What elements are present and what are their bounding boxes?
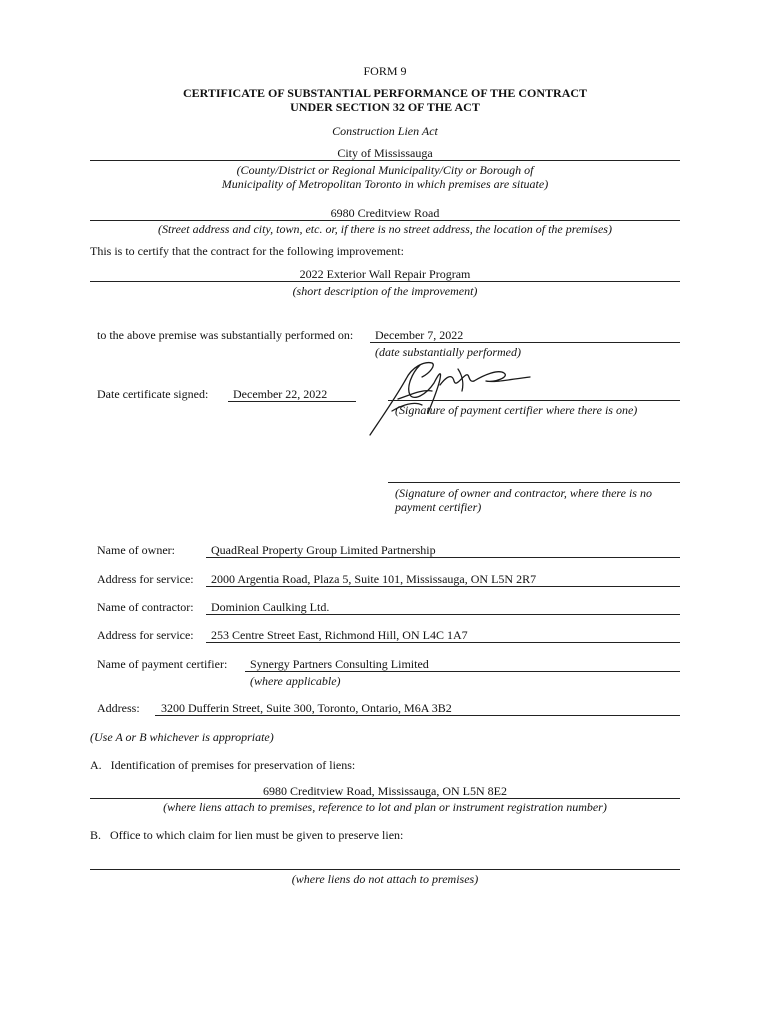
contractor-address-label: Address for service: — [97, 628, 194, 642]
certifier-signature-line — [388, 400, 680, 401]
municipality-caption-1: (County/District or Regional Municipality/City or Borough of — [236, 163, 534, 177]
lien-option-a-caption: (where liens attach to premises, reference to lot and plan or instrument registration number) — [163, 800, 607, 814]
payment-certifier-value: Synergy Partners Consulting Limited — [250, 657, 429, 671]
owner-address-label: Address for service: — [97, 572, 194, 586]
improvement-line — [90, 281, 680, 282]
lien-option-a-label: A. Identification of premises for preservation of liens: — [90, 758, 356, 772]
owner-signature-caption-1: (Signature of owner and contractor, where there is no — [395, 486, 652, 500]
owner-label: Name of owner: — [97, 543, 175, 557]
payment-certifier-label: Name of payment certifier: — [97, 657, 228, 671]
certifier-signature — [362, 355, 537, 440]
lien-option-b-caption: (where liens do not attach to premises) — [291, 872, 479, 886]
contractor-address-line — [206, 642, 680, 643]
contractor-address-value: 253 Centre Street East, Richmond Hill, ON L4C 1A7 — [211, 628, 468, 642]
performance-caption: (date substantially performed) — [375, 345, 521, 359]
street-address-value: 6980 Creditview Road — [330, 206, 440, 220]
contractor-line — [206, 614, 680, 615]
lien-option-b-label: B. Office to which claim for lien must be given to preserve lien: — [90, 828, 404, 842]
street-address-line — [90, 220, 680, 221]
certifier-address-label: Address: — [97, 701, 140, 715]
signed-date-value: December 22, 2022 — [233, 387, 328, 401]
performance-label: to the above premise was substantially performed on: — [97, 328, 354, 342]
certifier-address-value: 3200 Dufferin Street, Suite 300, Toronto, Ontario, M6A 3B2 — [161, 701, 452, 715]
signed-date-line — [228, 401, 356, 402]
lien-option-a-line — [90, 798, 680, 799]
liens-instruction: (Use A or B whichever is appropriate) — [90, 730, 274, 744]
signed-date-label: Date certificate signed: — [97, 387, 209, 401]
municipality-value: City of Mississauga — [337, 146, 433, 160]
lien-option-a-value: 6980 Creditview Road, Mississauga, ON L5N 8E2 — [263, 784, 507, 798]
certifier-signature-caption: (Signature of payment certifier where there is one) — [395, 403, 638, 417]
street-address-caption: (Street address and city, town, etc. or, if there is no street address, the location of the premises) — [158, 222, 612, 236]
owner-line — [206, 557, 680, 558]
improvement-caption: (short description of the improvement) — [292, 284, 478, 298]
certifier-address-line — [155, 715, 680, 716]
performance-date-line — [370, 342, 680, 343]
lien-option-b-line — [90, 869, 680, 870]
improvement-description: 2022 Exterior Wall Repair Program — [299, 267, 471, 281]
payment-certifier-line — [245, 671, 680, 672]
act-name: Construction Lien Act — [332, 124, 438, 138]
certify-intro: This is to certify that the contract for the following improvement: — [90, 244, 404, 258]
owner-signature-caption-2: payment certifier) — [395, 500, 482, 514]
contractor-label: Name of contractor: — [97, 600, 194, 614]
owner-address-value: 2000 Argentia Road, Plaza 5, Suite 101, Mississauga, ON L5N 2R7 — [211, 572, 537, 586]
form-title-line1: CERTIFICATE OF SUBSTANTIAL PERFORMANCE OF THE CONTRACT — [182, 86, 588, 100]
contractor-value: Dominion Caulking Ltd. — [211, 600, 330, 614]
owner-value: QuadReal Property Group Limited Partnership — [211, 543, 436, 557]
owner-signature-line — [388, 482, 680, 483]
municipality-line — [90, 160, 680, 161]
form-title-line2: UNDER SECTION 32 OF THE ACT — [290, 100, 480, 114]
owner-address-line — [206, 586, 680, 587]
municipality-caption-2: Municipality of Metropolitan Toronto in which premises are situate) — [221, 177, 549, 191]
form-number: FORM 9 — [363, 64, 407, 78]
performance-date: December 7, 2022 — [375, 328, 464, 342]
payment-certifier-caption: (where applicable) — [250, 674, 341, 688]
